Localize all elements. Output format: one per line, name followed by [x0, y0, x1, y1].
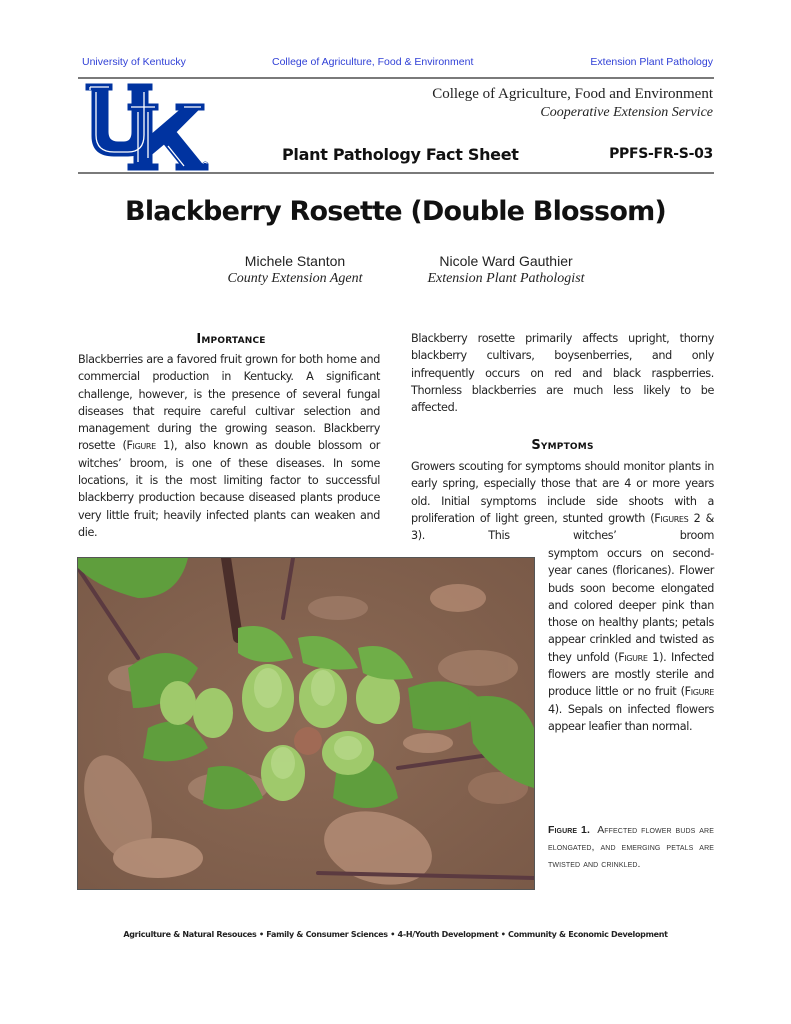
importance-paragraph	[78, 351, 380, 541]
section-heading-symptoms: Symptoms	[531, 438, 594, 453]
importance-paragraph-2: Blackberry rosette primarily affects upright, thorny blackberry cultivars, boysenberries, and only infrequently occurs on red and black raspberries. Thornless blackberries are much less likely to be affected.	[411, 332, 714, 415]
text: ). Infected flowers are mostly sterile and produce little or no fruit (	[548, 650, 714, 699]
author-2	[410, 253, 602, 287]
link-college-of-agriculture[interactable]: College of Agriculture, Food & Environment	[272, 56, 474, 68]
extension-service: Cooperative Extension Service	[540, 105, 713, 120]
text: ), also known as double blossom or witches’ broom, is one of these diseases. In some locations, it is the most limiting factor to successful blackberry production because diseased plants produce very little fruit; heavily infected plants can weaken and die.	[78, 439, 381, 539]
caption-label: Figure 1.	[548, 824, 591, 836]
figure-1-photo	[77, 557, 535, 890]
author-role: County Extension Agent	[227, 271, 363, 286]
figure-reference: Figure 4	[548, 685, 714, 716]
registered-mark: ®	[202, 160, 209, 170]
figure-reference: Figure 1	[126, 439, 170, 453]
author-1	[210, 253, 380, 287]
figure-reference: Figures 2 & 3	[411, 511, 714, 543]
author-name: Nicole Ward Gauthier	[439, 253, 573, 269]
text: ). Sepals on infected flowers appear leafier than normal.	[548, 702, 714, 733]
page-title: Blackberry Rosette (Double Blossom)	[125, 196, 666, 227]
symptoms-paragraph-part-1	[411, 458, 714, 544]
publication-code: PPFS-FR-S-03	[609, 146, 713, 162]
fact-sheet-series: Plant Pathology Fact Sheet	[282, 145, 519, 164]
link-university-of-kentucky[interactable]: University of Kentucky	[82, 56, 186, 68]
text: Growers scouting for symptoms should monitor plants in early spring, especially those that are 4 or more years old. Initial symptoms include side shoots with a proliferation of light green, stunted growth (	[411, 460, 714, 525]
section-heading-importance: Importance	[196, 332, 266, 347]
author-name: Michele Stanton	[244, 253, 346, 269]
uk-logo	[84, 82, 214, 174]
figure-reference: Figure 1	[618, 650, 660, 664]
footer-program-areas: Agriculture & Natural Resouces • Family & Consumer Sciences • 4-H/Youth Development • Community & Economic Development	[123, 930, 668, 939]
uk-logo-icon	[84, 82, 214, 174]
text: Blackberries are a favored fruit grown for both home and commercial production in Kentucky. A significant challenge, however, is the presence of several fungal diseases that require careful cultivar selection and management during the growing season. Blackberry rosette (	[78, 353, 380, 453]
symptoms-paragraph-part-2	[548, 545, 714, 735]
header-rule-top	[78, 77, 714, 79]
caption-text: Affected flower buds are elongated, and emerging petals are twisted and crinkled.	[548, 824, 714, 870]
author-role: Extension Plant Pathologist	[427, 271, 585, 286]
header-rule-bottom	[78, 172, 714, 174]
text: symptom occurs on second-year canes (floricanes). Flower buds soon become elongated and colored deeper pink than those on healthy plants; petals appear crinkled and twisted as they unfold (	[548, 547, 714, 664]
college-name: College of Agriculture, Food and Environment	[432, 86, 713, 102]
link-extension-plant-pathology[interactable]: Extension Plant Pathology	[590, 56, 713, 68]
figure-1-caption	[548, 822, 714, 873]
blackberry-rosette-image	[78, 558, 534, 889]
text: ). This witches’ broom	[417, 529, 714, 543]
